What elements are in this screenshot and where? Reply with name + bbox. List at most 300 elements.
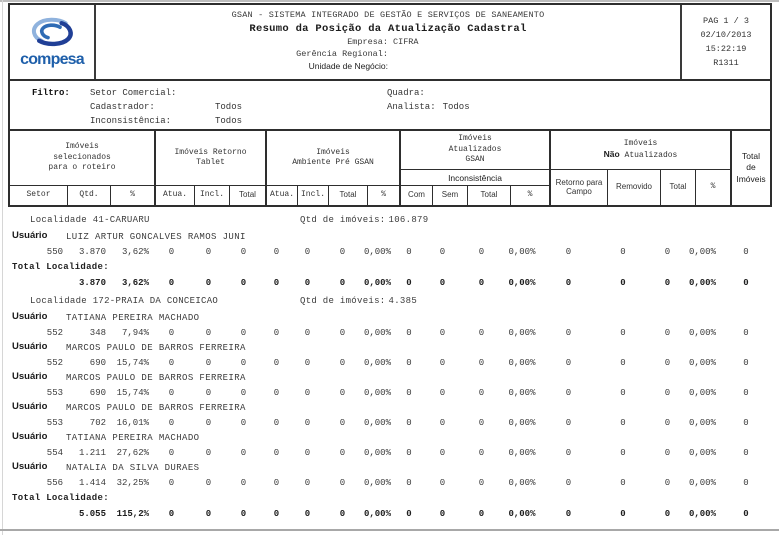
cell-incons-pct: 0,00% (508, 448, 536, 458)
cell-tablet-atua: 0 (168, 478, 175, 488)
cell-incons-com: 0 (406, 328, 412, 338)
analista-line (387, 102, 470, 112)
filter-indent (32, 116, 90, 130)
cell-incons-total: 0 (478, 278, 485, 288)
cell-removido: 0 (620, 388, 626, 398)
gerencia-label: Gerência Regional: (296, 49, 388, 59)
value-row (8, 325, 772, 341)
cell-incons-total: 0 (478, 478, 485, 488)
user-label: Usuário (12, 311, 48, 322)
cell-incons-sem: 0 (439, 247, 446, 257)
cell-total-imoveis: 0 (743, 478, 749, 488)
cell-pre-atua: 0 (273, 509, 280, 519)
cell-tablet-total: 0 (240, 328, 247, 338)
cell-tablet-atua: 0 (168, 278, 175, 288)
cell-tablet-incl: 0 (205, 418, 212, 428)
cell-pre-atua: 0 (273, 448, 280, 458)
user-name: LUIZ ARTUR GONCALVES RAMOS JUNI (66, 232, 246, 242)
group-imoveis-selecionados (10, 131, 156, 205)
cell-incons-pct: 0,00% (508, 478, 536, 488)
cell-removido: 0 (620, 448, 626, 458)
subheader-row (551, 169, 730, 205)
cell-qtd: 690 (89, 358, 106, 368)
cell-setor: 550 (46, 247, 63, 257)
report-time: 15:22:19 (705, 44, 747, 54)
cell-incons-com: 0 (406, 509, 412, 519)
cell-pre-atua: 0 (273, 278, 280, 288)
cell-pre-total: 0 (339, 328, 346, 338)
value-row (8, 506, 772, 522)
cell-incons-total: 0 (478, 328, 485, 338)
cell-nao-atual-pct: 0,00% (688, 278, 716, 288)
cell-total-imoveis: 0 (743, 448, 749, 458)
value-row (8, 275, 772, 291)
cell-incons-sem: 0 (439, 448, 446, 458)
cell-qtd: 1.414 (78, 478, 106, 488)
cell-nao-atual-total: 0 (664, 388, 671, 398)
user-name: MARCOS PAULO DE BARROS FERREIRA (66, 403, 246, 413)
group-title-line: Imóveis (458, 134, 492, 144)
cell-incons-com: 0 (406, 388, 412, 398)
cell-tablet-incl: 0 (205, 478, 212, 488)
cell-incons-com: 0 (406, 358, 412, 368)
cell-total-imoveis: 0 (743, 388, 749, 398)
cell-nao-atual-pct: 0,00% (688, 478, 716, 488)
cell-nao-atual-total: 0 (664, 247, 671, 257)
cell-removido: 0 (620, 478, 626, 488)
qtd-imoveis-label: Qtd de imóveis: (300, 215, 386, 225)
cell-pre-total: 0 (339, 418, 346, 428)
group-title-line: para o roteiro (48, 163, 116, 173)
locality-name: Localidade 172-PRAIA DA CONCEICAO (30, 296, 219, 306)
empresa-value: CIFRA (393, 37, 419, 47)
cell-total-imoveis: 0 (743, 247, 749, 257)
cell-setor: 556 (46, 478, 63, 488)
cell-retorno-campo: 0 (565, 247, 572, 257)
filter-section (8, 81, 772, 129)
cell-total-imoveis: 0 (743, 358, 749, 368)
cell-pre-total: 0 (339, 278, 346, 288)
filtro-label: Filtro: (32, 88, 70, 98)
cell-incons-pct: 0,00% (508, 388, 536, 398)
cell-nao-atual-total: 0 (664, 448, 671, 458)
cell-nao-atual-pct: 0,00% (688, 247, 716, 257)
cell-tablet-incl: 0 (205, 509, 212, 519)
cell-pre-incl: 0 (304, 328, 311, 338)
report-page (8, 3, 772, 522)
report-body (8, 207, 772, 522)
cell-pct-roteiro: 32,25% (116, 478, 149, 488)
cell-pre-incl: 0 (304, 358, 311, 368)
cell-pre-pct: 0,00% (363, 358, 391, 368)
group-title-line: de (746, 162, 756, 173)
user-label: Usuário (12, 431, 48, 442)
cell-retorno-campo: 0 (565, 358, 572, 368)
cell-nao-atual-total: 0 (664, 418, 671, 428)
cell-pre-incl: 0 (304, 278, 311, 288)
cell-incons-pct: 0,00% (508, 247, 536, 257)
cell-tablet-atua: 0 (168, 509, 175, 519)
cell-removido: 0 (620, 418, 626, 428)
cell-tablet-atua: 0 (168, 358, 175, 368)
cell-setor: 554 (46, 448, 63, 458)
cell-incons-total: 0 (478, 509, 485, 519)
user-name: MARCOS PAULO DE BARROS FERREIRA (66, 373, 246, 383)
user-line (8, 401, 772, 415)
col-total: Total (329, 186, 368, 205)
table-header (8, 129, 772, 207)
cell-tablet-incl: 0 (205, 388, 212, 398)
empresa-line (96, 37, 680, 47)
cell-removido: 0 (620, 278, 626, 288)
user-label: Usuário (12, 230, 48, 241)
cell-retorno-campo: 0 (565, 328, 572, 338)
col-removido: Removido (608, 170, 661, 205)
report-date: 02/10/2013 (700, 30, 752, 40)
group-title-line: Imóveis (65, 142, 99, 152)
report-code: R1311 (713, 58, 739, 68)
cell-retorno-campo: 0 (565, 509, 572, 519)
locality-header (8, 210, 772, 230)
cell-incons-pct: 0,00% (508, 418, 536, 428)
inconsistencia-label: Inconsistência: (90, 116, 172, 126)
cell-removido: 0 (620, 247, 626, 257)
col-atua: Atua. (267, 186, 298, 205)
cell-pre-pct: 0,00% (363, 509, 391, 519)
cell-pre-pct: 0,00% (363, 448, 391, 458)
cell-nao-atual-pct: 0,00% (688, 509, 716, 519)
value-row (8, 355, 772, 371)
cell-incons-com: 0 (406, 448, 412, 458)
atualizados-label: Atualizados (624, 151, 678, 160)
col-total: Total (468, 186, 511, 205)
cell-nao-atual-pct: 0,00% (688, 328, 716, 338)
subheader-row (267, 185, 399, 205)
value-row (8, 415, 772, 431)
user-name: NATALIA DA SILVA DURAES (66, 463, 200, 473)
user-line (8, 341, 772, 355)
cell-setor: 553 (46, 388, 63, 398)
group-title-line: Tablet (196, 158, 225, 167)
cell-tablet-total: 0 (240, 358, 247, 368)
cell-tablet-atua: 0 (168, 388, 175, 398)
cell-incons-com: 0 (406, 278, 412, 288)
qtd-imoveis-label: Qtd de imóveis: (300, 296, 386, 306)
cell-incons-total: 0 (478, 418, 485, 428)
cell-removido: 0 (620, 328, 626, 338)
user-name: TATIANA PEREIRA MACHADO (66, 313, 200, 323)
cell-pre-total: 0 (339, 448, 346, 458)
cell-qtd: 3.870 (78, 278, 106, 288)
cell-pre-atua: 0 (273, 418, 280, 428)
col-total: Total (661, 170, 696, 205)
cell-incons-sem: 0 (439, 358, 446, 368)
unidade-line (96, 61, 680, 71)
cell-total-imoveis: 0 (743, 509, 749, 519)
cell-retorno-campo: 0 (565, 418, 572, 428)
cell-qtd: 1.211 (78, 448, 106, 458)
cell-tablet-incl: 0 (205, 448, 212, 458)
total-locality-label: Total Localidade: (12, 493, 109, 503)
cell-qtd: 690 (89, 388, 106, 398)
cell-pre-incl: 0 (304, 247, 311, 257)
cell-incons-sem: 0 (439, 509, 446, 519)
cell-pre-atua: 0 (273, 328, 280, 338)
value-row (8, 445, 772, 461)
compesa-swirl-icon (28, 16, 76, 53)
cell-tablet-incl: 0 (205, 328, 212, 338)
cell-tablet-atua: 0 (168, 418, 175, 428)
cell-nao-atual-total: 0 (664, 278, 671, 288)
value-row (8, 475, 772, 491)
cell-pre-pct: 0,00% (363, 478, 391, 488)
col-pct: % (130, 190, 135, 200)
cell-nao-atual-pct: 0,00% (688, 388, 716, 398)
filter-indent (32, 102, 90, 116)
cell-pre-pct: 0,00% (363, 328, 391, 338)
cell-tablet-total: 0 (240, 478, 247, 488)
group-title-line: GSAN (465, 155, 485, 165)
group-title (156, 131, 265, 185)
cell-incons-com: 0 (406, 247, 412, 257)
cell-incons-pct: 0,00% (508, 278, 536, 288)
cell-pct-roteiro: 27,62% (116, 448, 149, 458)
cell-qtd: 3.870 (78, 247, 106, 257)
inconsistencia-header: Inconsistência (401, 169, 549, 185)
cell-incons-sem: 0 (439, 418, 446, 428)
empresa-label: Empresa: (347, 37, 388, 47)
cell-pct-roteiro: 115,2% (116, 509, 149, 519)
cell-nao-atual-pct: 0,00% (688, 358, 716, 368)
group-title-line (604, 149, 678, 161)
cell-pre-pct: 0,00% (363, 388, 391, 398)
cell-removido: 0 (620, 358, 626, 368)
value-row (8, 244, 772, 260)
qtd-imoveis-value: 4.385 (388, 296, 418, 306)
cell-pre-incl: 0 (304, 478, 311, 488)
cell-pre-pct: 0,00% (363, 418, 391, 428)
user-line (8, 371, 772, 385)
cell-incons-com: 0 (406, 418, 412, 428)
cell-incons-sem: 0 (439, 478, 446, 488)
report-title: Resumo da Posição da Atualização Cadastral (249, 23, 527, 35)
cell-pre-total: 0 (339, 247, 346, 257)
group-title (10, 131, 154, 185)
cell-incons-total: 0 (478, 358, 485, 368)
cell-removido: 0 (620, 509, 626, 519)
cell-tablet-atua: 0 (168, 247, 175, 257)
cell-nao-atual-total: 0 (664, 478, 671, 488)
inconsistencia-value: Todos (215, 116, 243, 126)
cell-retorno-campo: 0 (565, 448, 572, 458)
user-line (8, 230, 772, 244)
cell-retorno-campo: 0 (565, 388, 572, 398)
group-total-imoveis (732, 131, 770, 205)
group-title-line: Ambiente Pré GSAN (292, 158, 374, 167)
filter-row-1 (10, 88, 770, 102)
group-title (267, 131, 399, 185)
cell-pct-roteiro: 3,62% (121, 278, 149, 288)
group-nao-atualizados (551, 131, 732, 205)
col-incl: Incl. (195, 186, 230, 205)
cell-pre-atua: 0 (273, 358, 280, 368)
cell-retorno-campo: 0 (565, 478, 572, 488)
group-title-line: selecionados (53, 152, 111, 162)
col-qtd: Qtd. (68, 186, 111, 205)
group-title (401, 131, 549, 169)
cell-incons-com: 0 (406, 478, 412, 488)
group-title (732, 131, 770, 205)
cell-incons-pct: 0,00% (508, 509, 536, 519)
user-line (8, 431, 772, 445)
cell-nao-atual-total: 0 (664, 328, 671, 338)
locality-name: Localidade 41-CARUARU (30, 215, 150, 225)
user-label: Usuário (12, 341, 48, 352)
cell-pct-roteiro: 15,74% (116, 388, 149, 398)
group-title-line: Imóveis (623, 138, 658, 148)
cell-pre-total: 0 (339, 358, 346, 368)
setor-comercial-value (215, 88, 365, 102)
logo-cell (10, 5, 96, 79)
col-total: Total (239, 190, 256, 200)
cadastrador-label: Cadastrador: (90, 102, 155, 112)
cell-tablet-atua: 0 (168, 448, 175, 458)
cell-pct-roteiro: 7,94% (121, 328, 149, 338)
cell-tablet-total: 0 (240, 509, 247, 519)
cell-pct-roteiro: 16,01% (116, 418, 149, 428)
cell-pre-atua: 0 (273, 247, 280, 257)
cell-qtd: 348 (89, 328, 106, 338)
cell-tablet-incl: 0 (205, 358, 212, 368)
cell-pre-atua: 0 (273, 388, 280, 398)
page-bottom-rule (0, 529, 779, 531)
filter-row-3 (10, 116, 770, 130)
window-top-edge (0, 0, 779, 2)
user-line (8, 311, 772, 325)
group-title-line: Imóveis (316, 147, 350, 157)
header-meta (680, 5, 770, 79)
cell-total-imoveis: 0 (743, 328, 749, 338)
header-center (96, 5, 680, 79)
value-row (8, 385, 772, 401)
cell-tablet-total: 0 (240, 247, 247, 257)
user-label: Usuário (12, 461, 48, 472)
cell-incons-sem: 0 (439, 278, 446, 288)
cell-tablet-total: 0 (240, 418, 247, 428)
cell-pre-total: 0 (339, 509, 346, 519)
col-pct: % (527, 190, 533, 200)
cell-pre-atua: 0 (273, 478, 280, 488)
cell-tablet-total: 0 (240, 448, 247, 458)
user-label: Usuário (12, 371, 48, 382)
analista-label: Analista: (387, 102, 436, 112)
cell-pre-total: 0 (339, 388, 346, 398)
cell-pre-pct: 0,00% (363, 247, 391, 257)
system-title: GSAN - SISTEMA INTEGRADO DE GESTÃO E SERVIÇOS DE SANEAMENTO (231, 10, 545, 20)
report-header (8, 3, 772, 81)
cell-setor: 553 (46, 418, 63, 428)
user-label: Usuário (12, 401, 48, 412)
col-retorno-campo: Retorno para Campo (551, 170, 608, 205)
quadra-label: Quadra: (387, 88, 425, 98)
cell-tablet-total: 0 (240, 388, 247, 398)
cell-tablet-incl: 0 (205, 247, 212, 257)
cell-total-imoveis: 0 (743, 418, 749, 428)
cell-incons-pct: 0,00% (508, 358, 536, 368)
window-left-edge (2, 0, 3, 535)
group-title-line: Imóveis Retorno (174, 147, 247, 157)
group-retorno-tablet (156, 131, 267, 205)
gerencia-line (96, 49, 680, 59)
setor-comercial-label: Setor Comercial: (90, 88, 177, 98)
user-name: MARCOS PAULO DE BARROS FERREIRA (66, 343, 246, 353)
group-title-line: Total (742, 151, 760, 162)
filter-row-2 (10, 102, 770, 116)
cell-nao-atual-total: 0 (664, 509, 671, 519)
cell-qtd: 702 (89, 418, 106, 428)
cell-qtd: 5.055 (78, 509, 106, 519)
cell-setor: 552 (46, 328, 63, 338)
cell-pre-total: 0 (339, 478, 346, 488)
cell-incons-pct: 0,00% (508, 328, 536, 338)
group-atualizados-gsan (401, 131, 551, 205)
col-incl: Incl. (298, 186, 329, 205)
cell-incons-total: 0 (478, 448, 485, 458)
analista-value: Todos (442, 102, 470, 112)
cell-nao-atual-pct: 0,00% (688, 448, 716, 458)
compesa-logo-text: compesa (20, 50, 84, 68)
cell-nao-atual-pct: 0,00% (688, 418, 716, 428)
group-title (551, 131, 730, 169)
col-setor: Setor (10, 186, 68, 205)
locality-qtd (300, 215, 428, 225)
cell-pct-roteiro: 3,62% (121, 247, 149, 257)
subheader-row (401, 185, 549, 205)
locality-header (8, 291, 772, 311)
subheader-row (10, 185, 154, 205)
cell-pct-roteiro: 15,74% (116, 358, 149, 368)
cell-tablet-total: 0 (240, 278, 247, 288)
quadra-line (387, 88, 432, 98)
cell-tablet-incl: 0 (205, 278, 212, 288)
cell-pre-incl: 0 (304, 448, 311, 458)
cell-incons-sem: 0 (439, 328, 446, 338)
group-title-line: Imóveis (736, 173, 766, 184)
page-indicator: PAG 1 / 3 (703, 16, 749, 26)
total-locality-label: Total Localidade: (12, 262, 109, 272)
group-title-line: Atualizados (448, 144, 502, 154)
cell-total-imoveis: 0 (743, 278, 749, 288)
cell-setor: 552 (46, 358, 63, 368)
cell-pre-incl: 0 (304, 388, 311, 398)
locality-qtd (300, 296, 417, 306)
col-pct: % (710, 182, 716, 192)
group-ambiente-pre-gsan (267, 131, 401, 205)
cell-pre-pct: 0,00% (363, 278, 391, 288)
subheader-row (156, 185, 265, 205)
user-line (8, 461, 772, 475)
cell-nao-atual-total: 0 (664, 358, 671, 368)
nao-label: Não (603, 149, 620, 159)
user-name: TATIANA PEREIRA MACHADO (66, 433, 200, 443)
cell-incons-total: 0 (478, 388, 485, 398)
cell-incons-total: 0 (478, 247, 485, 257)
col-sem: Sem (433, 186, 468, 205)
unidade-label: Unidade de Negócio: (308, 61, 388, 71)
col-com: Com (401, 186, 433, 205)
cadastrador-value: Todos (215, 102, 243, 112)
cell-tablet-atua: 0 (168, 328, 175, 338)
